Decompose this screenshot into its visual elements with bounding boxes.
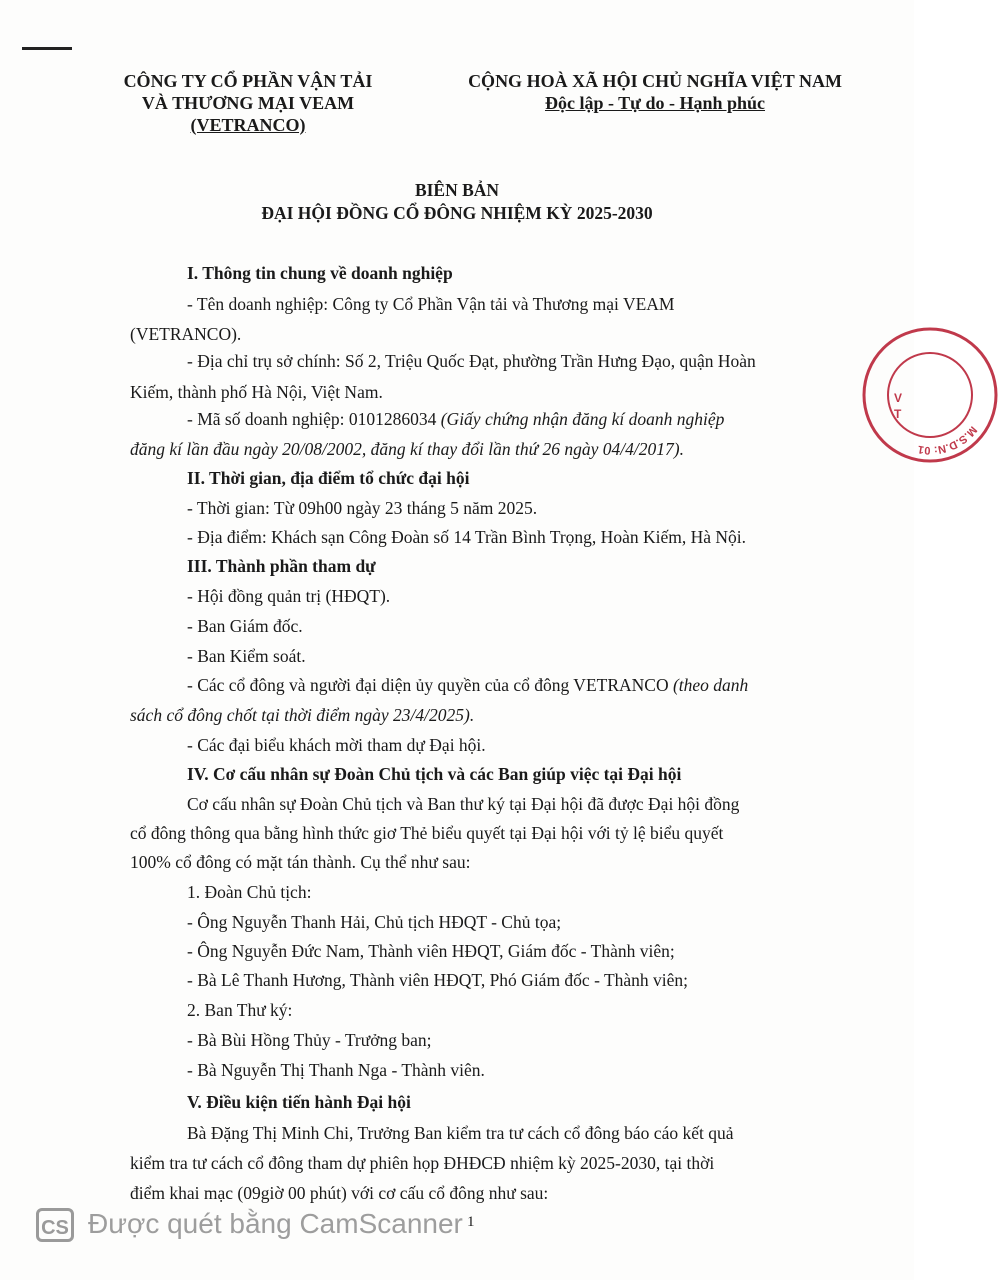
seal-text: M.S.D.N: 01	[916, 423, 980, 457]
document-title: BIÊN BẢN	[414, 180, 500, 200]
tax-code-line-a	[187, 409, 724, 430]
svg-text:M.S.D.N: 01	[917, 424, 979, 456]
section-4-para-line-2: cổ đông thông qua bằng hình thức giơ Thẻ biểu quyết tại Đại hội với tỷ lệ biểu quyết	[130, 823, 724, 843]
meeting-time: - Thời gian: Từ 09h00 ngày 23 tháng 5 năm 2025.	[187, 498, 538, 518]
secretary-member: - Bà Nguyễn Thị Thanh Nga - Thành viên.	[187, 1060, 485, 1080]
national-title: CỘNG HOÀ XÃ HỘI CHỦ NGHĨA VIỆT NAM	[468, 71, 842, 91]
section-5-para-line-3: điểm khai mạc (09giờ 00 phút) với cơ cấu cổ đông như sau:	[130, 1183, 549, 1203]
section-1-heading: I. Thông tin chung về doanh nghiệp	[187, 263, 453, 283]
scanner-watermark: Được quét bằng CamScanner	[88, 1208, 463, 1239]
section-3-heading: III. Thành phần tham dự	[187, 556, 376, 576]
secretary-member: - Bà Bùi Hồng Thủy - Trưởng ban;	[187, 1030, 432, 1050]
section-2-heading: II. Thời gian, địa điểm tổ chức đại hội	[187, 468, 470, 488]
section-4-para-line-3: 100% cổ đông có mặt tán thành. Cụ thể như sau:	[130, 852, 471, 872]
company-name-line-2: VÀ THƯƠNG MẠI VEAM	[141, 93, 355, 113]
national-header	[440, 70, 870, 114]
section-5-para-line-1: Bà Đặng Thị Minh Chi, Trưởng Ban kiểm tra tư cách cổ đông báo cáo kết quả	[187, 1123, 734, 1143]
secretary-title: 2. Ban Thư ký:	[187, 1000, 293, 1020]
shareholders-line-a	[187, 675, 748, 696]
svg-text:V: V	[894, 391, 903, 405]
company-seal-icon	[860, 320, 1000, 470]
address-line-a: - Địa chỉ trụ sở chính: Số 2, Triệu Quốc Đạt, phường Trần Hưng Đạo, quận Hoàn	[187, 351, 756, 371]
page-number: 1	[467, 1214, 475, 1230]
address-line-b: Kiếm, thành phố Hà Nội, Việt Nam.	[130, 382, 383, 402]
tax-code-text: - Mã số doanh nghiệp: 0101286034	[187, 409, 441, 429]
presidium-member: - Ông Nguyễn Đức Nam, Thành viên HĐQT, Giám đốc - Thành viên;	[187, 941, 675, 961]
section-5-para-line-2: kiểm tra tư cách cổ đông tham dự phiên họp ĐHĐCĐ nhiệm kỳ 2025-2030, tại thời	[130, 1153, 715, 1173]
section-4-heading: IV. Cơ cấu nhân sự Đoàn Chủ tịch và các Ban giúp việc tại Đại hội	[187, 764, 682, 784]
company-header	[98, 70, 398, 136]
shareholders-line-b: sách cổ đông chốt tại thời điểm ngày 23/4/2025).	[130, 705, 475, 725]
attendee-item: - Hội đồng quản trị (HĐQT).	[187, 586, 391, 606]
company-name-text: - Tên doanh nghiệp: Công ty Cổ Phần Vận tải và Thương mại VEAM	[187, 294, 675, 314]
company-name-line-1: CÔNG TY CỔ PHẦN VẬN TẢI	[123, 71, 373, 91]
company-name-line-a	[187, 294, 827, 315]
company-name-line-b: (VETRANCO).	[130, 324, 242, 344]
camscanner-logo-icon: CS	[36, 1208, 74, 1242]
scan-mark	[22, 47, 72, 50]
tax-code-note: (Giấy chứng nhận đăng kí doanh nghiệp	[440, 409, 725, 429]
svg-text:T: T	[894, 407, 902, 421]
presidium-member: - Ông Nguyễn Thanh Hải, Chủ tịch HĐQT - Chủ tọa;	[187, 912, 562, 932]
presidium-title: 1. Đoàn Chủ tịch:	[187, 882, 312, 902]
meeting-place: - Địa điểm: Khách sạn Công Đoàn số 14 Trần Bình Trọng, Hoàn Kiếm, Hà Nội.	[187, 527, 747, 547]
national-motto: Độc lập - Tự do - Hạnh phúc	[544, 93, 766, 113]
attendee-item: - Ban Kiểm soát.	[187, 646, 306, 666]
attendee-item: - Ban Giám đốc.	[187, 616, 303, 636]
document-subtitle: ĐẠI HỘI ĐỒNG CỔ ĐÔNG NHIỆM KỲ 2025-2030	[261, 203, 653, 223]
shareholders-note: (theo danh	[672, 675, 749, 695]
presidium-member: - Bà Lê Thanh Hương, Thành viên HĐQT, Phó Giám đốc - Thành viên;	[187, 970, 689, 990]
company-short-name: (VETRANCO)	[190, 115, 306, 135]
section-5-heading: V. Điều kiện tiến hành Đại hội	[187, 1092, 411, 1112]
tax-code-line-b: đăng kí lần đầu ngày 20/08/2002, đăng kí thay đổi lần thứ 26 ngày 04/4/2017).	[130, 439, 684, 459]
guests-item: - Các đại biểu khách mời tham dự Đại hội.	[187, 735, 486, 755]
section-4-para-line-1: Cơ cấu nhân sự Đoàn Chủ tịch và Ban thư ký tại Đại hội đã được Đại hội đồng	[187, 794, 740, 814]
shareholders-text: - Các cổ đông và người đại diện ủy quyền của cổ đông VETRANCO	[187, 675, 673, 695]
